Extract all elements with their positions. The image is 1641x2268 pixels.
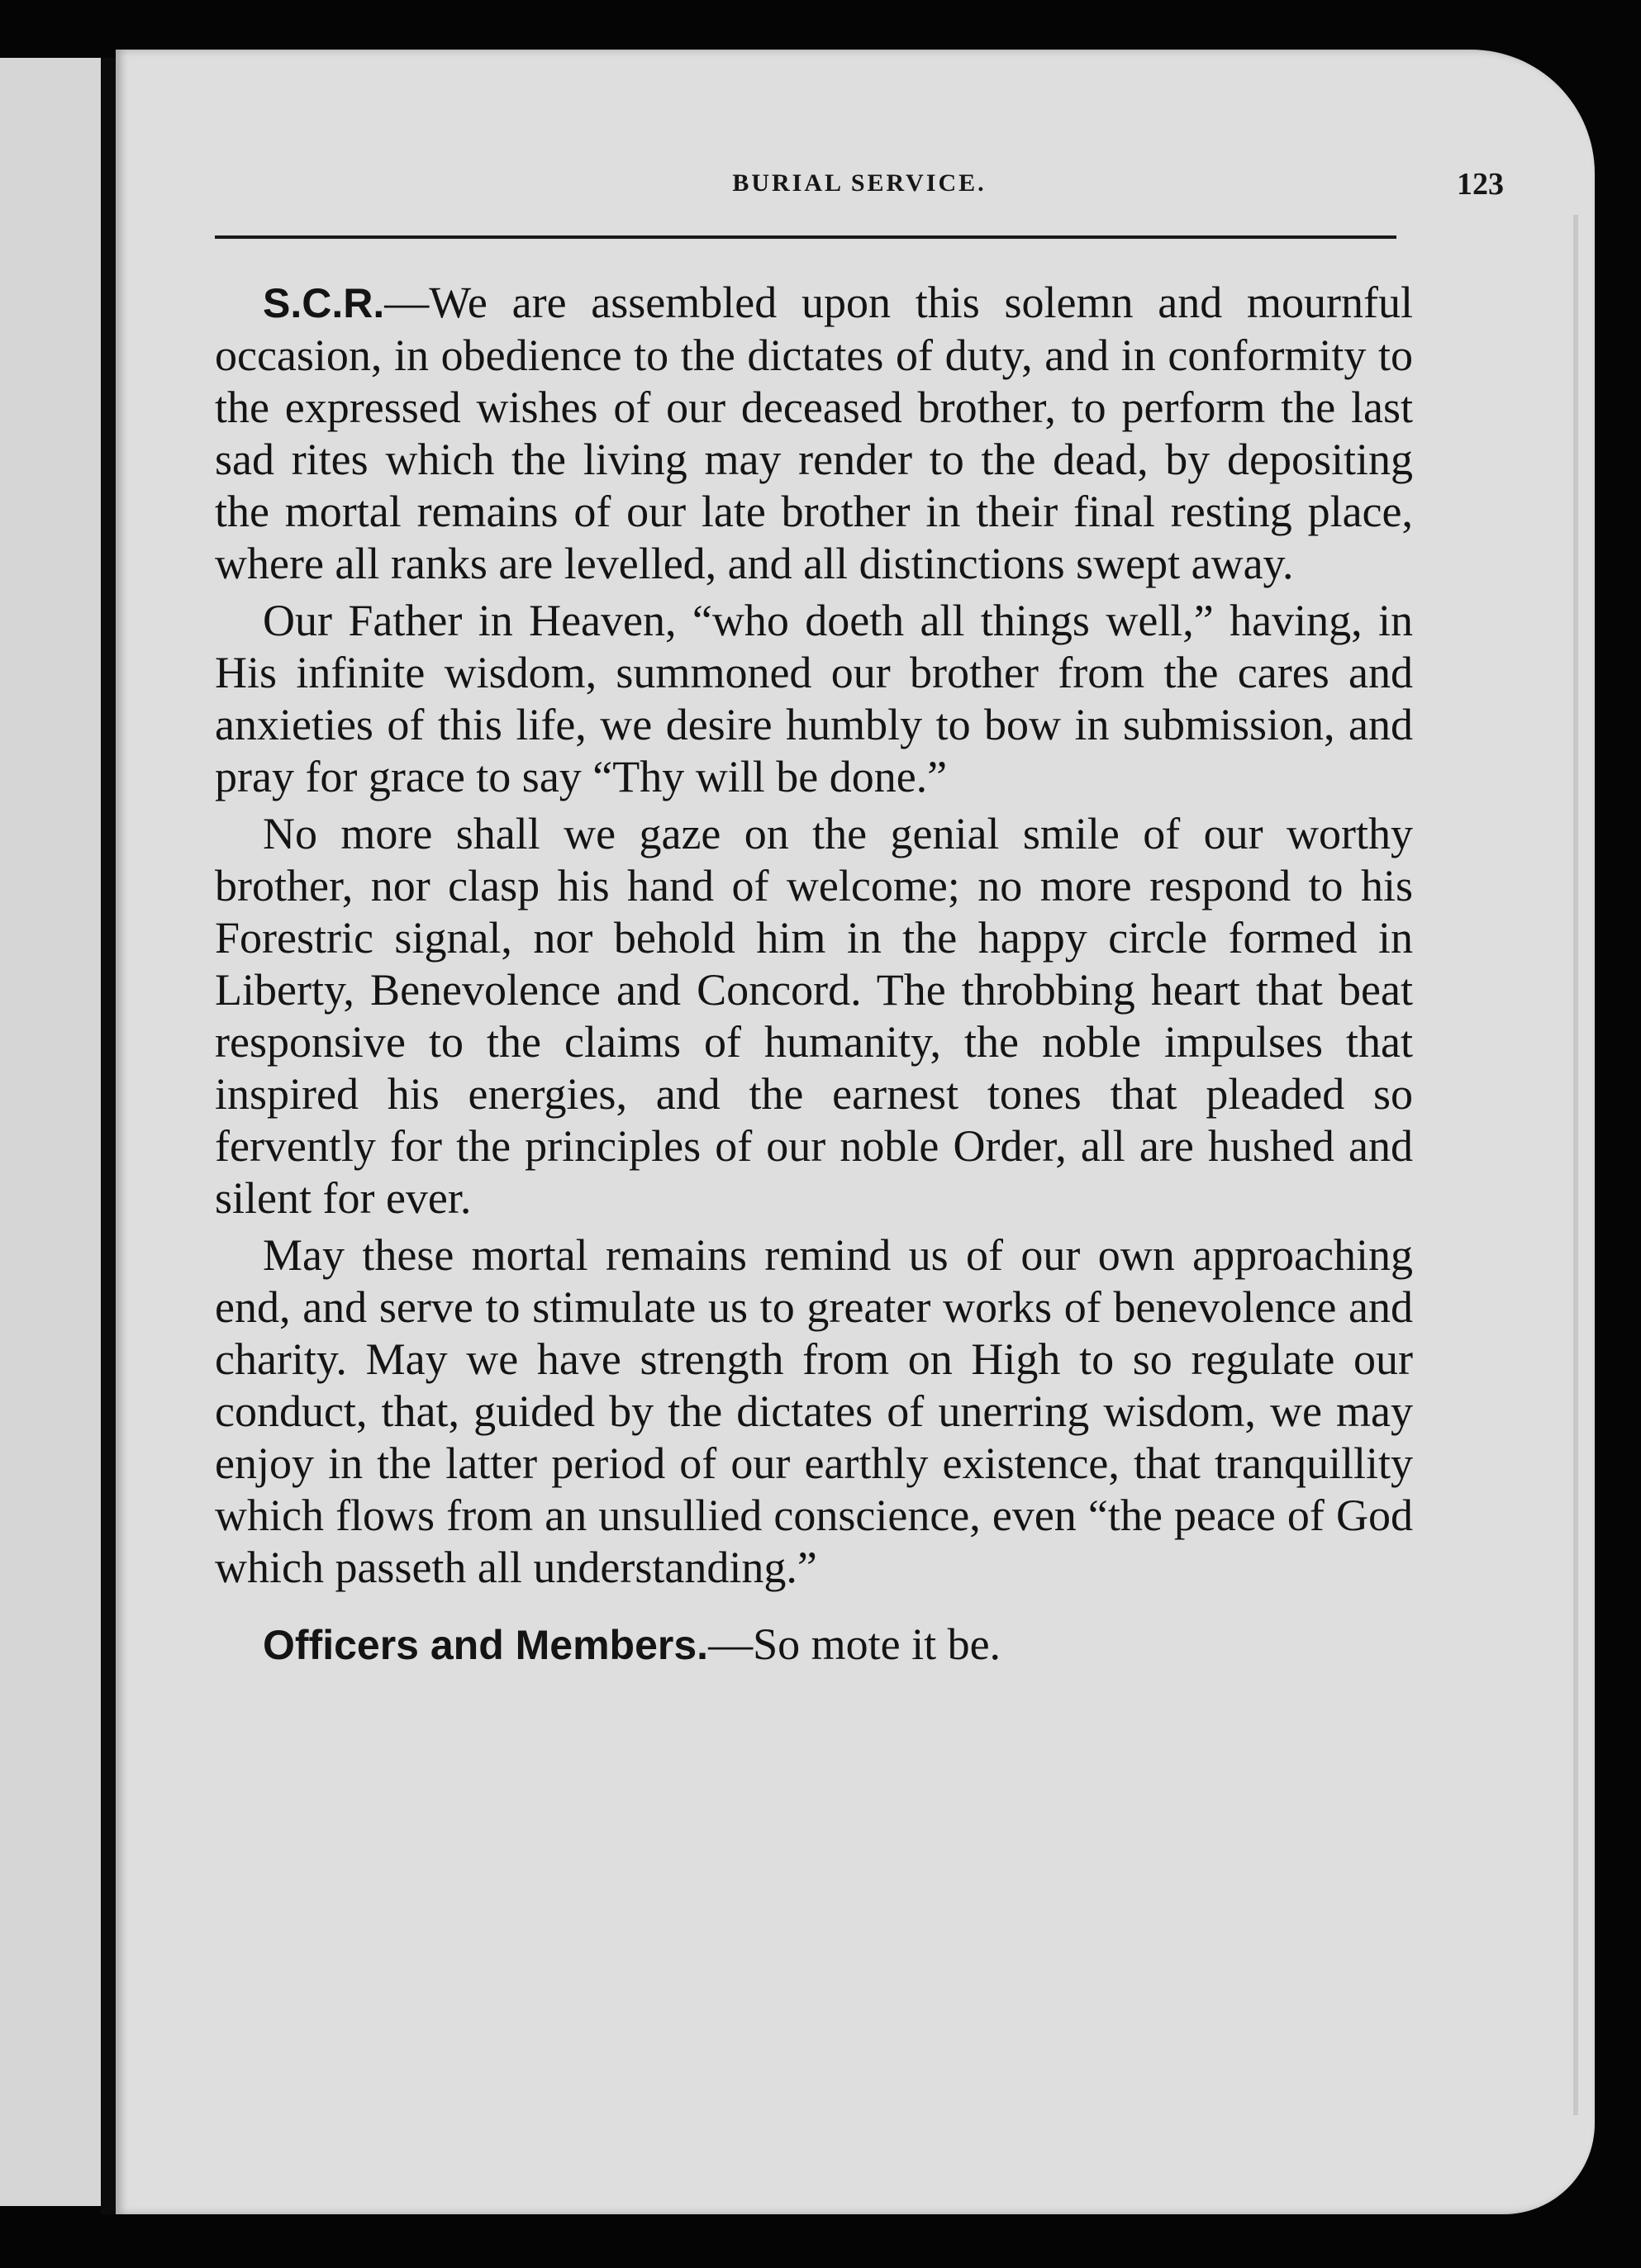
book-page (116, 50, 1595, 2214)
speaker-label: S.C.R. (263, 280, 385, 326)
page-number: 123 (1457, 167, 1504, 202)
header-rule (215, 235, 1396, 239)
paragraph-no-more: No more shall we gaze on the genial smile of our worthy brother, nor clasp his hand of welcome; no more respond to his Forestric signal, nor behold him in the happy circle formed in Liberty, Benevolence and Concord. The throbbing heart that beat responsive to the claims of humanity, the noble impulses that inspired his energies, and the earnest tones that pleaded so fervently for the principles of our noble Order, all are hushed and silent for ever. (215, 809, 1413, 1223)
paragraph-scr (215, 277, 1413, 590)
paragraph-response (215, 1619, 1413, 1671)
book-gutter (101, 58, 116, 2214)
paragraph-text: —So mote it be. (708, 1619, 1001, 1669)
speaker-label: Officers and Members. (263, 1622, 709, 1668)
page-text (215, 277, 1413, 1676)
page-edge-shadow (1573, 215, 1578, 2115)
running-title: BURIAL SERVICE. (732, 169, 987, 197)
paragraph-father: Our Father in Heaven, “who doeth all things well,” having, in His infinite wisdom, summoned our brother from the cares and anxieties of this life, we desire humbly to bow in submission, and pray for grace to say “Thy will be done.” (215, 596, 1413, 801)
facing-page-edge (0, 58, 101, 2206)
running-head (215, 169, 1504, 219)
paragraph-text: —We are assembled upon this solemn and mournful occasion, in obedience to the dictates of duty, and in conformity to the expressed wishes of our deceased brother, to perform the last sad rites which the living may render to the dead, by depositing the mortal remains of our late brother in their final resting place, where all ranks are levelled, and all distinctions swept away. (215, 278, 1413, 588)
paragraph-may-these: May these mortal remains remind us of our own approaching end, and serve to stimulate us to greater works of benevolence and charity. May we have strength from on High to so regulate our conduct, that, guided by the dictates of unerring wisdom, we may enjoy in the latter period of our earthly existence, that tranquillity which flows from an unsullied conscience, even “the peace of God which passeth all understanding.” (215, 1230, 1413, 1592)
